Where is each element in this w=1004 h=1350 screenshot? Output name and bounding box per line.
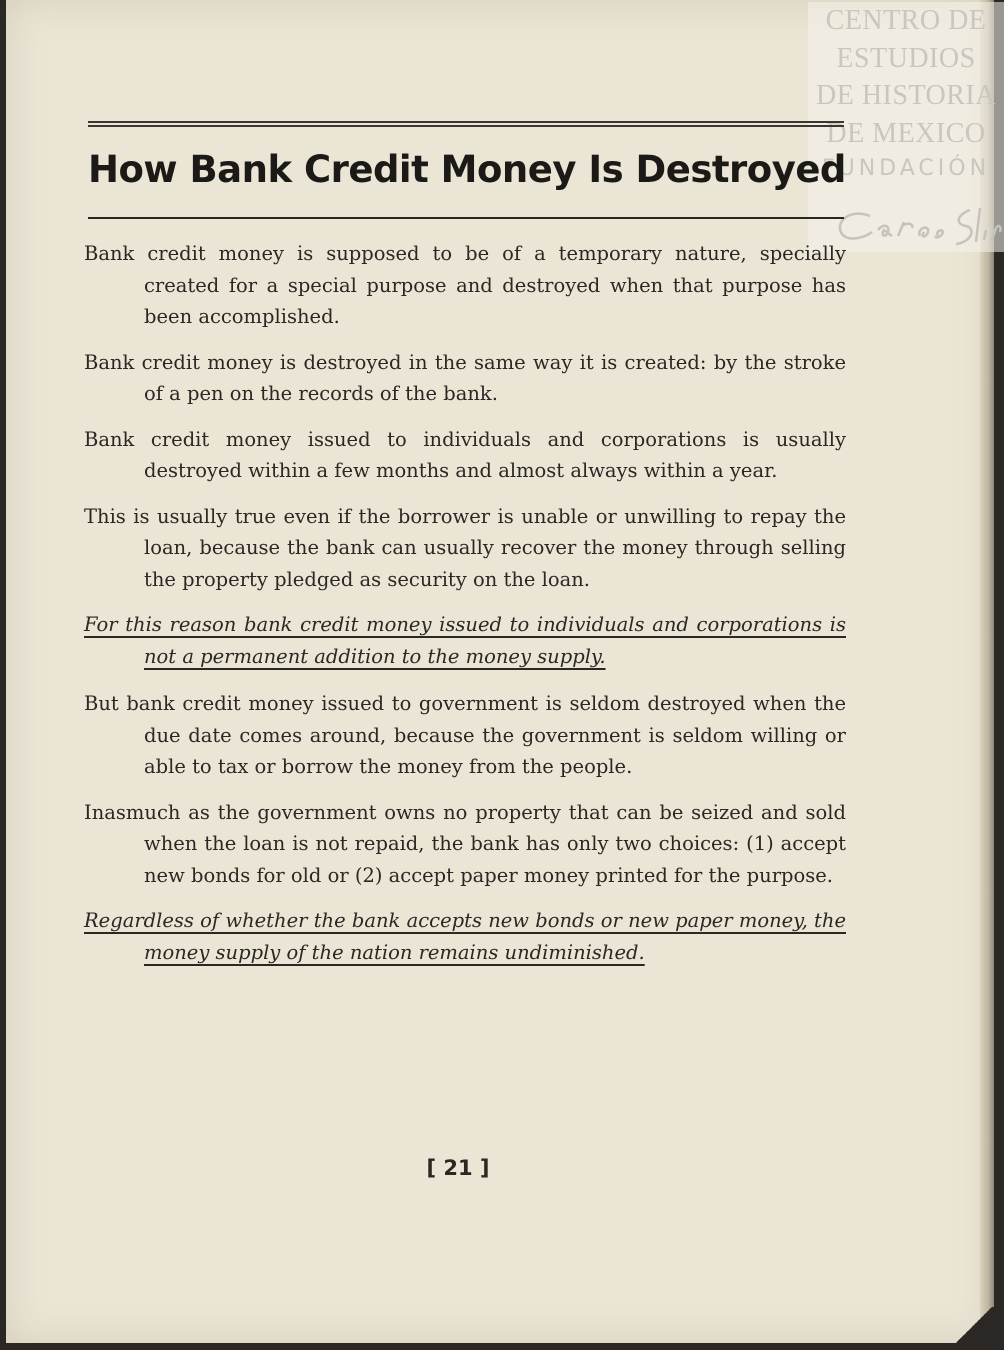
watermark [808,2,1004,252]
page-corner-fold [954,1307,994,1343]
watermark-line: DE HISTORIA [816,80,996,111]
watermark-line: ESTUDIOS [836,42,976,74]
body-text [84,238,846,984]
watermark-fundacion: FUNDACIÓN [821,156,991,181]
watermark-line: CENTRO DE [825,5,987,36]
header-double-rule [88,121,844,127]
signature-icon [830,202,1004,250]
paragraph: But bank credit money issued to government is seldom destroyed when the due date comes around, because the government is seldom willing or able to tax or borrow the money from the people. [84,692,846,778]
page-title: How Bank Credit Money Is Destroyed [88,148,846,191]
emphasized-paragraph: Regardless of whether the bank accepts new bonds or new paper money, the money supply of the nation remains undiminished. [84,909,846,964]
header-single-rule [88,217,844,219]
page-number: [ 21 ] [426,1156,490,1180]
document-page [6,0,994,1343]
paragraph: Inasmuch as the government owns no property that can be seized and sold when the loan is not repaid, the bank has only two choices: (1) accept new bonds for old or (2) accept paper money printed for the purpose. [84,800,846,887]
emphasized-paragraph: For this reason bank credit money issued to individuals and corporations is not a permanent addition to the money supply. [84,613,846,668]
watermark-line: DE MEXICO [826,117,986,149]
paragraph: Bank credit money is supposed to be of a temporary nature, specially created for a special purpose and destroyed when that purpose has been accomplished. [84,242,846,328]
paragraph: This is usually true even if the borrower is unable or unwilling to repay the loan, because the bank can usually recover the money through selling the property pledged as security on the loan. [84,504,846,591]
paragraph: Bank credit money issued to individuals and corporations is usually destroyed within a few months and almost always within a year. [84,427,846,482]
paragraph: Bank credit money is destroyed in the same way it is created: by the stroke of a pen on the records of the bank. [84,350,846,405]
